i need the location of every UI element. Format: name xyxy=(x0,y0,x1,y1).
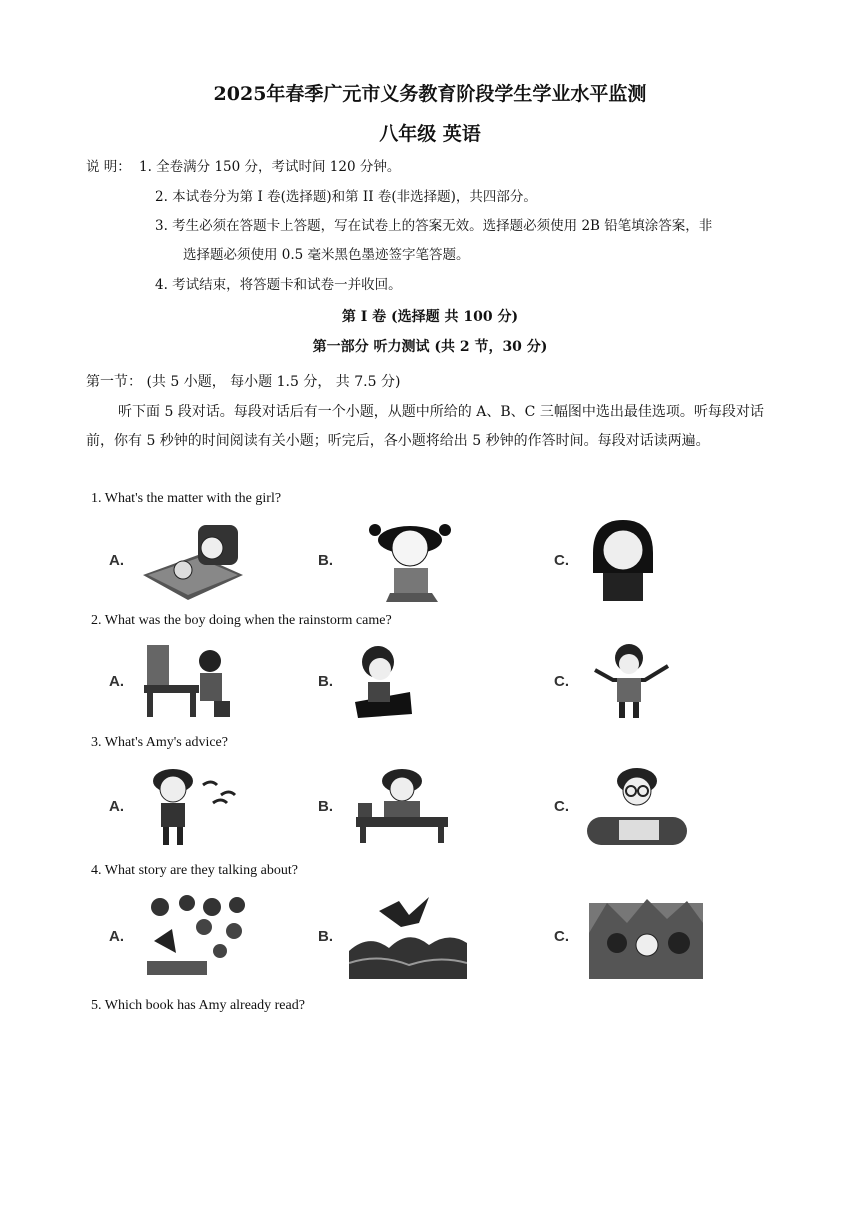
q2-option-a-image xyxy=(142,643,237,718)
note-item: 3. 考生必须在答题卡上答题，写在试卷上的答案无效。选择题必须使用 2B 铅笔填涂答案，非 xyxy=(155,218,713,234)
q1-option-c-image xyxy=(583,518,663,603)
q2-option-b-image xyxy=(350,642,415,720)
option-label: A. xyxy=(109,673,124,690)
question-2: 2. What was the boy doing when the rainstorm came? xyxy=(91,613,392,628)
part-heading: 第一部分 听力测试 (共 2 节，30 分) xyxy=(312,339,548,355)
note-item: 2. 本试卷分为第 I 卷(选择题)和第 II 卷(非选择题)，共四部分。 xyxy=(155,189,537,205)
note-item: 1. 全卷满分 150 分，考试时间 120 分钟。 xyxy=(139,159,401,175)
question-1: 1. What's the matter with the girl? xyxy=(91,491,282,506)
option-label: B. xyxy=(318,928,333,945)
question-4: 4. What story are they talking about? xyxy=(91,863,298,878)
option-label: C. xyxy=(554,673,569,690)
q1-option-b-image xyxy=(350,518,465,603)
note-item: 4. 考试结束，将答题卡和试卷一并收回。 xyxy=(155,277,402,293)
q3-option-b-image xyxy=(352,765,452,845)
option-label: C. xyxy=(554,928,569,945)
q3-option-c-image xyxy=(585,765,690,847)
section-heading: 第一节： (共 5 小题， 每小题 1.5 分， 共 7.5 分) xyxy=(86,374,401,390)
notes-label: 说 明： xyxy=(86,159,131,175)
option-label: A. xyxy=(109,798,124,815)
option-label: C. xyxy=(554,552,569,569)
q1-option-a-image xyxy=(138,520,248,605)
page-title: 2025年春季广元市义务教育阶段学生学业水平监测 xyxy=(213,83,647,105)
volume-heading: 第 I 卷 (选择题 共 100 分) xyxy=(341,309,519,325)
option-label: C. xyxy=(554,798,569,815)
option-label: B. xyxy=(318,798,333,815)
option-label: A. xyxy=(109,552,124,569)
q2-option-c-image xyxy=(593,640,671,720)
q4-option-b-image xyxy=(349,893,467,979)
page-subtitle: 八年级 英语 xyxy=(379,123,481,145)
option-label: A. xyxy=(109,928,124,945)
question-3: 3. What's Amy's advice? xyxy=(91,735,228,750)
q3-option-a-image xyxy=(143,765,248,847)
q4-option-c-image xyxy=(587,893,705,981)
question-5: 5. Which book has Amy already read? xyxy=(91,998,305,1013)
note-item: 选择题必须使用 0.5 毫米黑色墨迹签字笔答题。 xyxy=(183,247,470,263)
option-label: B. xyxy=(318,552,333,569)
q4-option-a-image xyxy=(142,893,252,978)
section-instructions: 听下面 5 段对话。每段对话后有一个小题，从题中所给的 A、B、C 三幅图中选出最佳选项。听每段对话前，你有 5 秒钟的时间阅读有关小题；听完后，各小题将给出 5 秒钟的作答时间。每段对话读两遍。 xyxy=(86,404,764,449)
option-label: B. xyxy=(318,673,333,690)
